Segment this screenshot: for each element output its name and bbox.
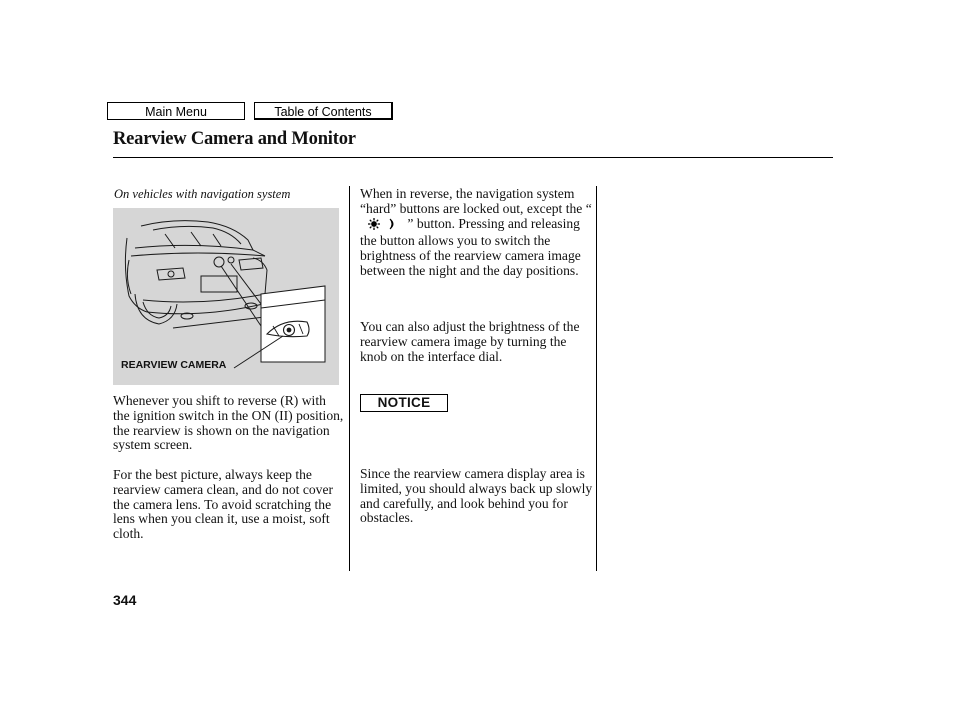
middle-paragraph-1-start: When in reverse, the navigation system “hard” buttons are locked out, except the “ xyxy=(360,186,592,216)
middle-paragraph-3: Since the rearview camera display area is limited, you should always back up slowly and carefully, and look behind you for obstacles. xyxy=(360,466,593,526)
column-divider-left xyxy=(349,186,350,571)
column-divider-right xyxy=(596,186,597,571)
page-title: Rearview Camera and Monitor xyxy=(113,129,356,149)
title-divider xyxy=(113,157,833,158)
left-paragraph-1: Whenever you shift to reverse (R) with the ignition switch in the ON (II) position, the rearview is shown on the navigation system screen. xyxy=(113,393,344,453)
sun-moon-icon xyxy=(360,217,404,235)
middle-paragraph-2: You can also adjust the brightness of the rearview camera image by turning the knob on the interface dial. xyxy=(360,319,580,364)
figure-label: REARVIEW CAMERA xyxy=(121,359,227,371)
main-menu-button[interactable]: Main Menu xyxy=(107,102,245,120)
table-of-contents-button[interactable]: Table of Contents xyxy=(254,102,393,120)
rearview-camera-figure xyxy=(113,208,339,385)
left-paragraph-2: For the best picture, always keep the rearview camera clean, and do not cover the camera lens. To avoid scratching the lens when you clean it, use a moist, soft cloth. xyxy=(113,467,334,542)
page-number: 344 xyxy=(113,592,137,608)
middle-paragraph-1 xyxy=(360,187,594,279)
notice-badge: NOTICE xyxy=(360,394,448,412)
figure-caption: On vehicles with navigation system xyxy=(114,187,291,201)
middle-paragraph-1-end: ” button. Pressing and releasing the button allows you to switch the brightness of the rearview camera image between the night and the day positions. xyxy=(360,215,581,278)
